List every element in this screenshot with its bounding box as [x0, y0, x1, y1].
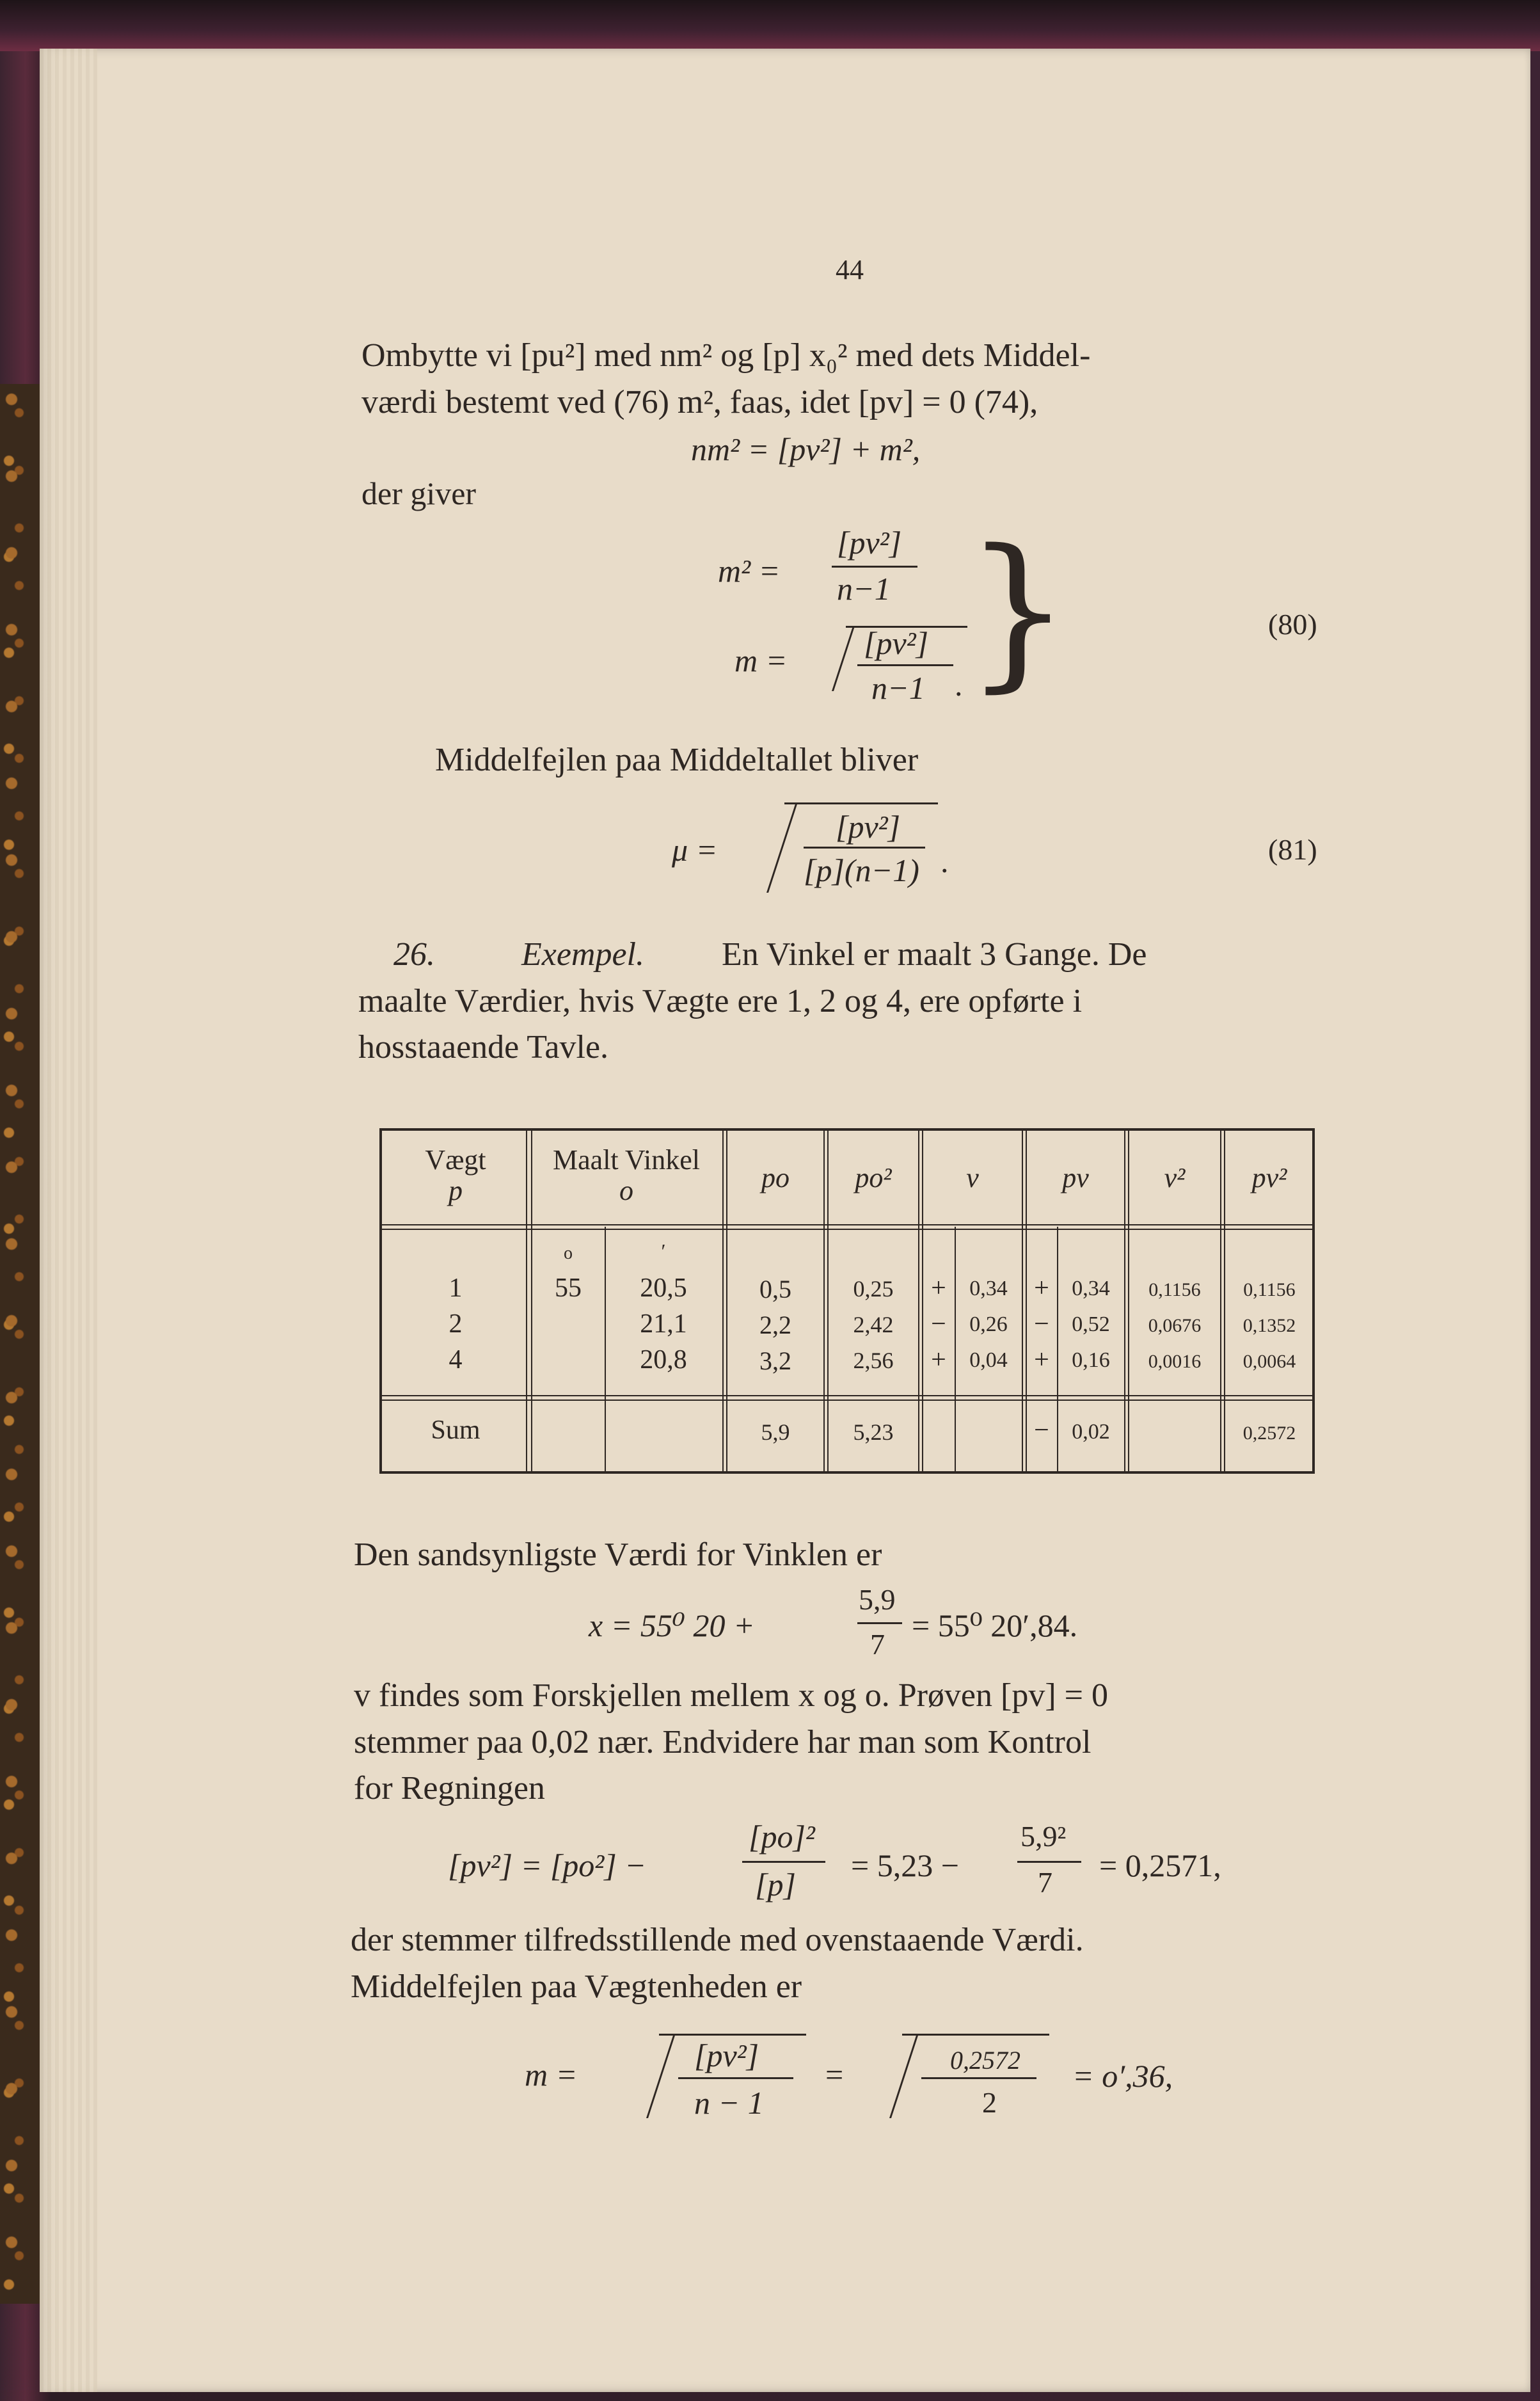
intro-line-2: værdi bestemt ved (76) m², faas, idet [pv] = 0 (74),: [361, 384, 1038, 420]
table-hline: [382, 1400, 1312, 1401]
table-vline: [1022, 1131, 1023, 1471]
final-radical-top-1: [659, 2034, 806, 2036]
sum-pv: 0,02: [1072, 1420, 1110, 1444]
eq80-m-denominator: n−1: [871, 670, 925, 706]
control-fraction-bar-1: [742, 1861, 825, 1863]
table-hline: [382, 1224, 1312, 1225]
control-numerator-2: 5,9²: [1020, 1820, 1067, 1853]
sum-label: Sum: [431, 1416, 480, 1445]
control-denominator-1: [p]: [755, 1867, 796, 1902]
row1-v-sign: +: [931, 1273, 946, 1303]
paragraph-middelfejlen: Middelfejlen paa Middeltallet bliver: [435, 742, 919, 778]
x-equation-numerator: 5,9: [859, 1583, 896, 1616]
row2-pv2: 0,1352: [1242, 1315, 1296, 1336]
x-equation-denominator: 7: [870, 1628, 885, 1661]
example-line-3: hosstaaende Tavle.: [358, 1029, 609, 1065]
after-line-6: Middelfejlen paa Vægtenheden er: [351, 1968, 802, 2005]
eq80-m-lhs: m =: [734, 642, 788, 678]
row2-po2: 2,42: [853, 1312, 894, 1337]
intro-line-1: Ombytte vi [pu²] med nm² og [p] x₀² med dets Middel-: [361, 337, 1091, 374]
row3-v2: 0,0016: [1148, 1351, 1202, 1372]
header-po2: po²: [855, 1162, 892, 1193]
control-fraction-bar-2: [1017, 1861, 1081, 1863]
header-v: v: [966, 1162, 979, 1193]
row2-min: 21,1: [640, 1309, 687, 1339]
eq81-denominator: [p](n−1): [804, 852, 919, 888]
row2-pv-sign: −: [1034, 1309, 1049, 1339]
row2-po: 2,2: [759, 1311, 791, 1339]
example-line-2: maalte Værdier, hvis Vægte ere 1, 2 og 4, ere opførte i: [358, 983, 1083, 1019]
eq80-label: (80): [1268, 608, 1317, 641]
header-pv: pv: [1062, 1162, 1089, 1193]
row3-po: 3,2: [759, 1346, 791, 1375]
x-equation-rhs: = 55⁰ 20′,84.: [912, 1607, 1078, 1643]
eq80-m2-lhs: m² =: [718, 553, 781, 589]
row3-pv2: 0,0064: [1242, 1351, 1296, 1372]
eq80-m2-fraction-bar: [832, 566, 917, 568]
table-vline: [1124, 1131, 1125, 1471]
final-numerator-2: 0,2572: [950, 2046, 1020, 2075]
header-v2: v²: [1164, 1162, 1186, 1193]
final-equals: =: [825, 2057, 844, 2093]
table-vline: [1220, 1131, 1221, 1471]
row1-v2: 0,1156: [1148, 1279, 1201, 1300]
row1-pv: 0,34: [1072, 1277, 1110, 1300]
page-number: 44: [836, 254, 864, 285]
final-numerator-1: [pv²]: [694, 2038, 759, 2073]
table-vline: [605, 1227, 606, 1474]
eq81-lhs: μ =: [672, 832, 718, 868]
control-middle: = 5,23 −: [851, 1847, 959, 1883]
eq80-m2-numerator: [pv²]: [837, 525, 902, 561]
intro-line-3: der giver: [361, 475, 477, 511]
control-numerator-1: [po]²: [749, 1819, 815, 1855]
marbled-spine: [0, 384, 40, 2304]
row1-po: 0,5: [759, 1275, 791, 1304]
header-pv2: pv²: [1251, 1162, 1287, 1193]
final-denominator-2: 2: [982, 2086, 997, 2119]
final-lhs: m =: [525, 2057, 578, 2093]
row1-deg: 55: [555, 1273, 582, 1303]
final-fraction-bar-1: [678, 2077, 793, 2079]
eq81-fraction-bar: [804, 847, 925, 849]
row3-pv-sign: +: [1034, 1345, 1049, 1375]
row3-min: 20,8: [640, 1345, 687, 1375]
after-line-3: stemmer paa 0,02 nær. Endvidere har man som Kontrol: [354, 1724, 1091, 1760]
eq81-radical-top: [784, 802, 938, 804]
minute-mark: ′: [661, 1240, 666, 1263]
intro-equation: nm² = [pv²] + m²,: [691, 431, 921, 467]
example-number: 26.: [393, 936, 435, 973]
eq81-tail: .: [941, 843, 949, 879]
row2-p: 2: [449, 1309, 463, 1339]
table-vline: [1057, 1227, 1058, 1474]
example-line-1: En Vinkel er maalt 3 Gange. De: [722, 936, 1147, 973]
control-rhs: = 0,2571,: [1099, 1847, 1221, 1883]
book-cover-top-edge: [0, 0, 1540, 51]
eq80-m-fraction-bar: [857, 664, 953, 666]
sum-po2: 5,23: [853, 1419, 894, 1445]
row2-v2: 0,0676: [1148, 1315, 1202, 1336]
sum-pv-sign: −: [1034, 1416, 1049, 1445]
after-line-2: v findes som Forskjellen mellem x og o. Prøven [pv] = 0: [354, 1677, 1108, 1714]
page-edges: [40, 49, 97, 2392]
header-maalt-vinkel: Maalt Vinkel: [553, 1144, 700, 1176]
row2-v-sign: −: [931, 1309, 946, 1339]
row3-v-sign: +: [931, 1345, 946, 1375]
table-vline: [531, 1131, 532, 1471]
header-vaegt: Vægt: [425, 1144, 486, 1176]
degree-mark: o: [564, 1243, 573, 1263]
row2-pv: 0,52: [1072, 1312, 1110, 1336]
row1-pv2: 0,1156: [1243, 1279, 1296, 1300]
row3-p: 4: [449, 1345, 463, 1375]
table-hline: [382, 1229, 1312, 1230]
control-denominator-2: 7: [1038, 1866, 1052, 1899]
row1-pv-sign: +: [1034, 1273, 1049, 1303]
row3-po2: 2,56: [853, 1348, 894, 1373]
sum-po: 5,9: [761, 1419, 790, 1445]
eq80-m-numerator: [pv²]: [864, 625, 929, 661]
header-po: po: [761, 1162, 790, 1193]
eq81-numerator: [pv²]: [836, 809, 901, 845]
x-equation-lhs: x = 55⁰ 20 +: [589, 1607, 755, 1643]
table-vline: [823, 1131, 825, 1471]
final-rhs: = o′,36,: [1072, 2058, 1173, 2094]
after-line-4: for Regningen: [354, 1770, 545, 1807]
table-vline: [955, 1227, 956, 1474]
after-line-5: der stemmer tilfredsstillende med ovenstaaende Værdi.: [351, 1922, 1084, 1958]
row1-min: 20,5: [640, 1273, 687, 1303]
x-equation-fraction-bar: [857, 1622, 902, 1624]
control-lhs: [pv²] = [po²] −: [448, 1847, 646, 1883]
eq80-m2-denominator: n−1: [837, 571, 891, 607]
row2-v: 0,26: [969, 1312, 1008, 1336]
row1-po2: 0,25: [853, 1276, 894, 1302]
after-line-1: Den sandsynligste Værdi for Vinklen er: [354, 1536, 882, 1573]
row3-pv: 0,16: [1072, 1348, 1110, 1372]
eq80-brace: }: [965, 514, 1071, 708]
header-p: p: [449, 1175, 463, 1206]
sum-pv2: 0,2572: [1242, 1423, 1296, 1444]
row1-p: 1: [449, 1273, 463, 1303]
example-title: Exempel.: [521, 936, 645, 973]
table-hline: [382, 1395, 1312, 1396]
table-vline: [722, 1131, 724, 1471]
table-vline: [526, 1131, 527, 1471]
eq80-m-tail: .: [955, 667, 963, 703]
measurement-table: [379, 1128, 1315, 1474]
row1-v: 0,34: [969, 1277, 1008, 1300]
table-vline: [918, 1131, 919, 1471]
final-radical-top-2: [902, 2034, 1049, 2036]
eq81-label: (81): [1268, 833, 1317, 866]
final-denominator-1: n − 1: [694, 2085, 764, 2121]
final-fraction-bar-2: [921, 2077, 1036, 2079]
row3-v: 0,04: [969, 1348, 1008, 1372]
header-o: o: [619, 1175, 633, 1206]
